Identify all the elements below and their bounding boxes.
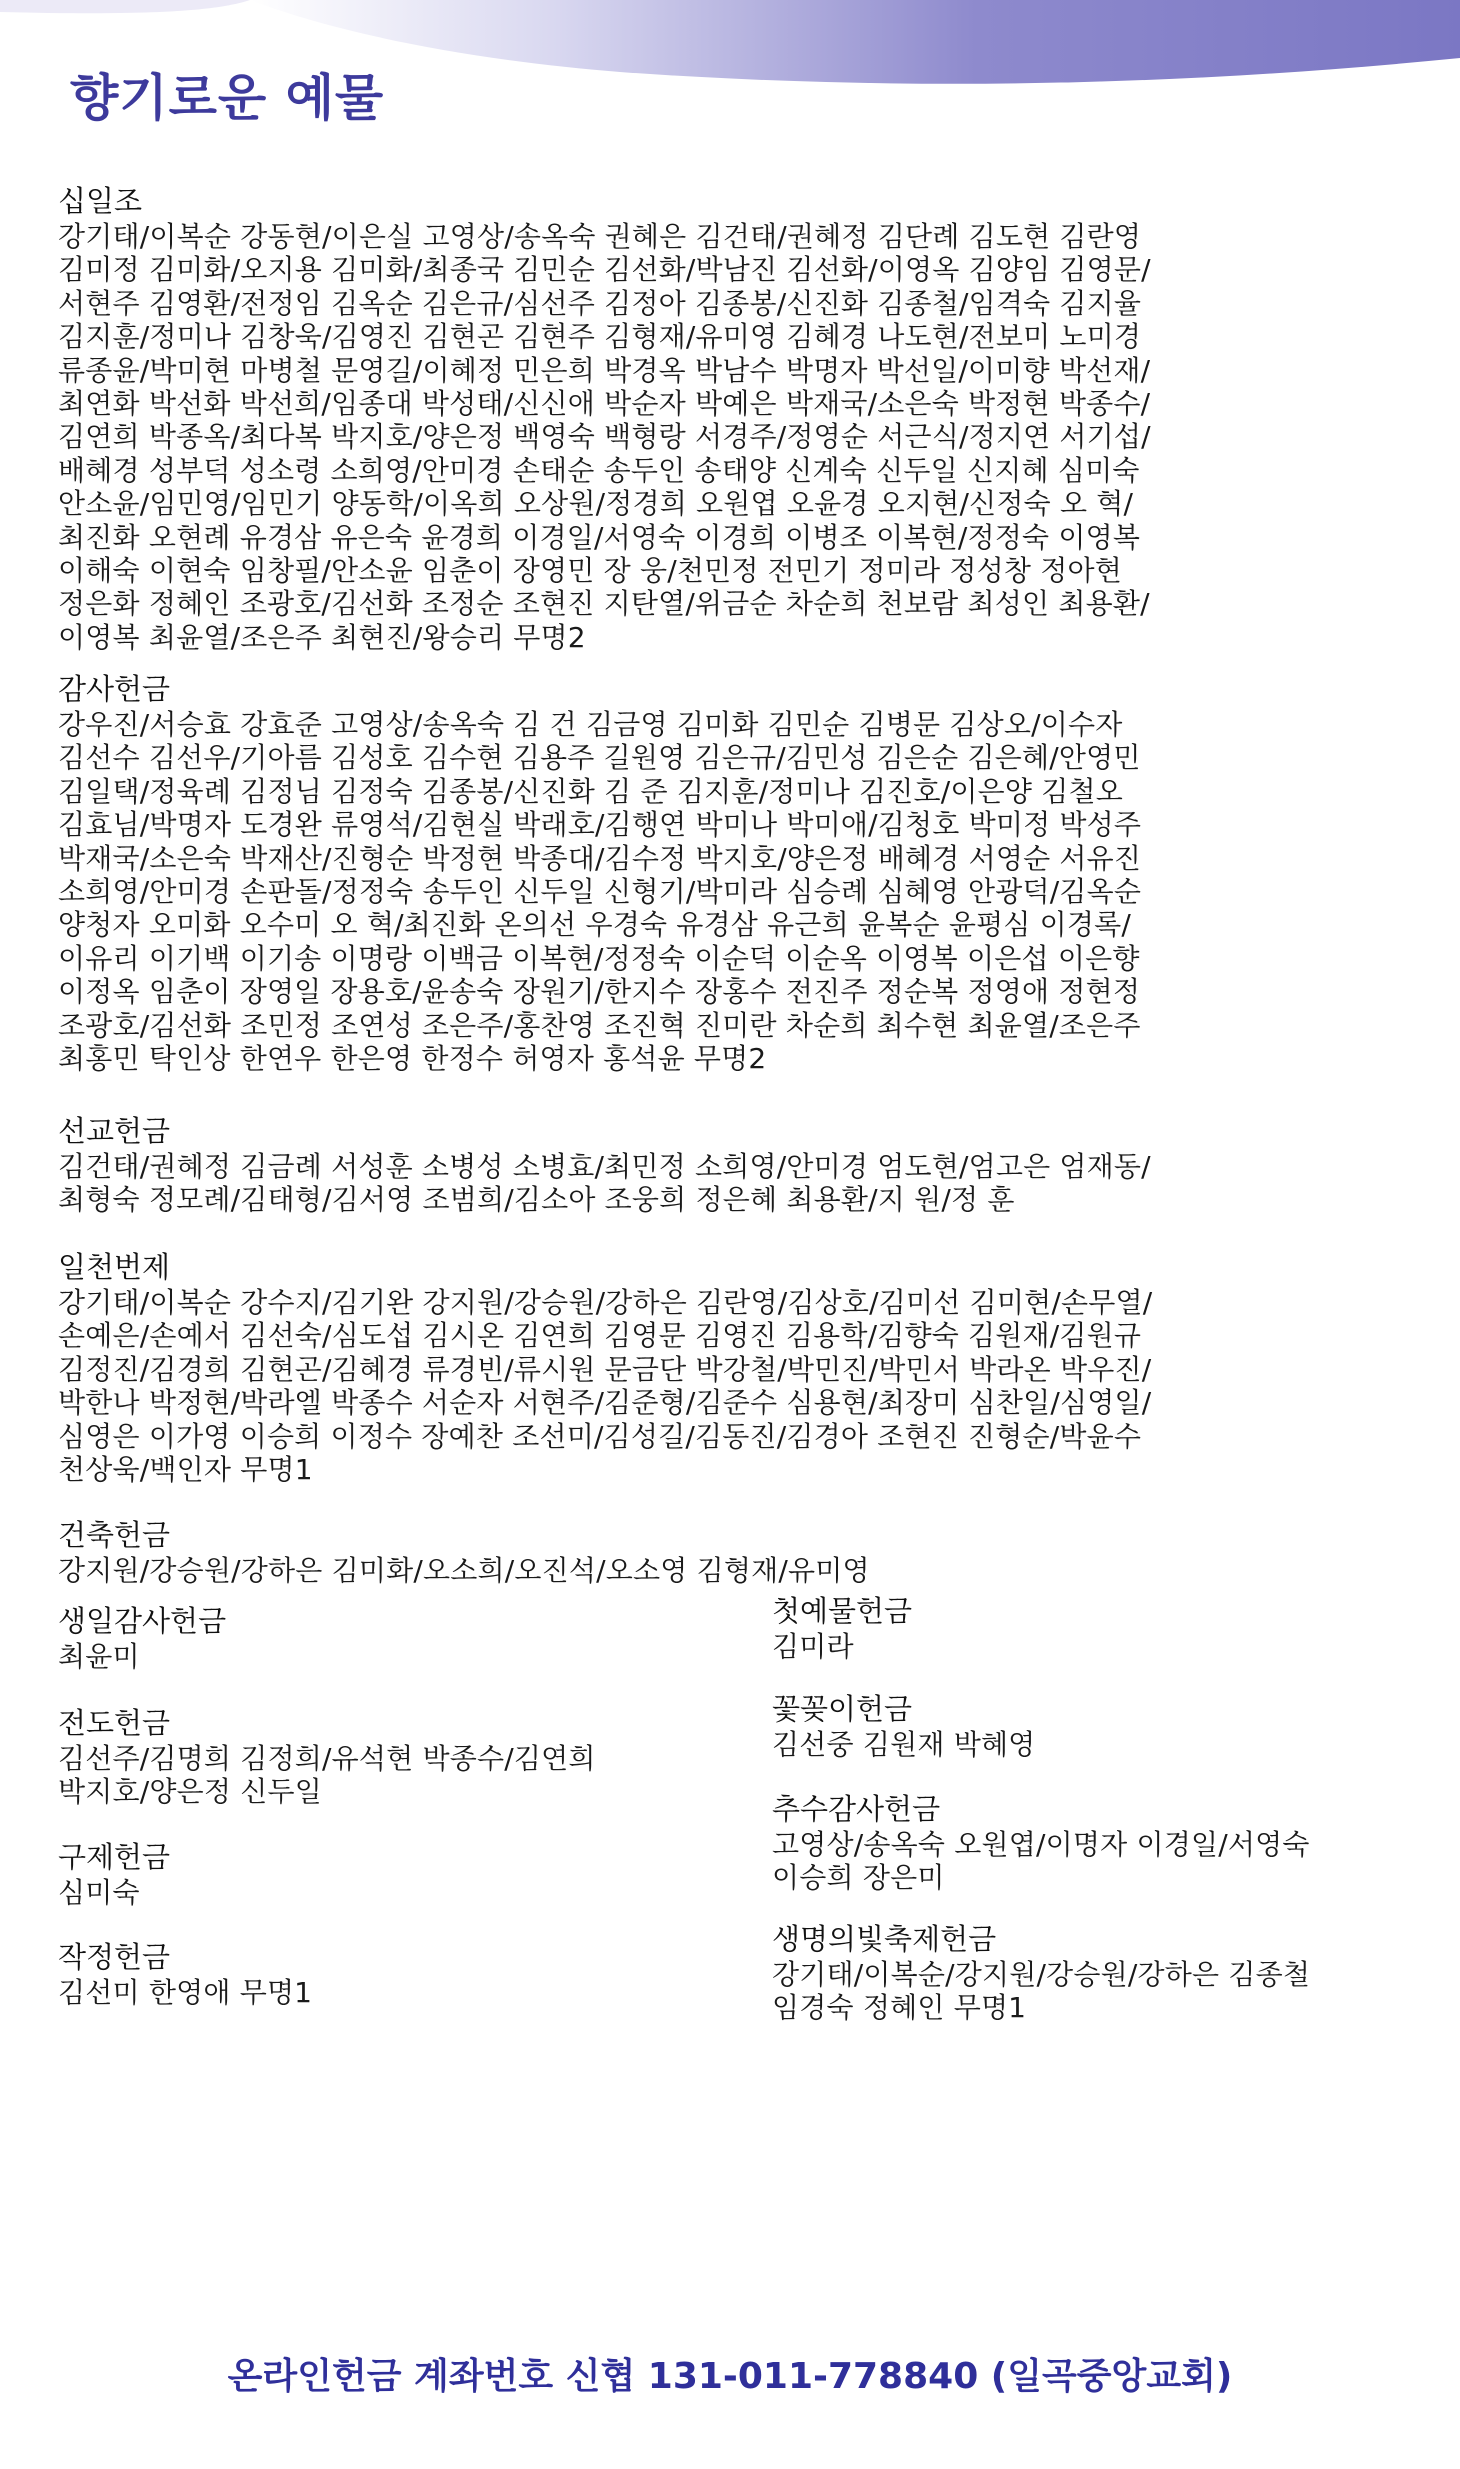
section-title: 작정헌금 <box>58 1940 171 1974</box>
name-line: 양청자 오미화 오수미 오 혁/최진화 온의선 우경숙 유경삼 유근희 윤복순 윤평심 이경록/ <box>58 908 1132 942</box>
section-tithe <box>58 184 1438 654</box>
section-title: 선교헌금 <box>58 1114 171 1148</box>
section-body <box>58 1554 1438 1587</box>
section-title: 십일조 <box>58 184 143 218</box>
section-title: 일천번제 <box>58 1250 171 1284</box>
name-line: 박지호/양은정 신두일 <box>58 1775 322 1809</box>
name-line: 강기태/이복순 강동현/이은실 고영상/송옥숙 권혜은 김건태/권혜정 김단례 김도현 김란영 <box>58 220 1142 253</box>
name-line: 김선수 김선우/기아름 김성호 김수현 김용주 길원영 김은규/김민성 김은순 김은혜/안영민 <box>58 741 1141 775</box>
name-line: 최연화 박선화 박선희/임종대 박성태/신신애 박순자 박예은 박재국/소은숙 박정현 박종수/ <box>58 387 1151 421</box>
name-line: 임경숙 정혜인 무명1 <box>772 1991 1027 2025</box>
section-body <box>58 708 1438 1075</box>
section-first-gift <box>772 1594 1452 1663</box>
name-line: 심영은 이가영 이승희 이정수 장예찬 조선미/김성길/김동진/김경아 조현진 진형순/박윤수 <box>58 1419 1142 1453</box>
name-line: 강기태/이복순 강수지/김기완 강지원/강승원/강하은 김란영/김상호/김미선 김미현/손무열/ <box>58 1286 1153 1319</box>
section-flower <box>772 1692 1452 1761</box>
section-thanks <box>58 672 1438 1075</box>
name-line: 김지훈/정미나 김창욱/김영진 김현곤 김현주 김형재/유미영 김혜경 나도현/전보미 노미경 <box>58 320 1142 354</box>
name-line: 이유리 이기백 이기송 이명랑 이백금 이복현/정정숙 이순덕 이순옥 이영복 이은섭 이은향 <box>58 941 1140 975</box>
section-harvest <box>772 1792 1452 1895</box>
name-line: 조광호/김선화 조민정 조연성 조은주/홍찬영 조진혁 진미란 차순희 최수현 최윤열/조은주 <box>58 1008 1141 1042</box>
section-title: 구제헌금 <box>58 1840 171 1874</box>
name-line: 김연희 박종옥/최다복 박지호/양은정 백영숙 백형랑 서경주/정영순 서근식/정지연 서기섭/ <box>58 420 1151 454</box>
section-title: 추수감사헌금 <box>772 1792 941 1826</box>
name-line: 서현주 김영환/전정임 김옥순 김은규/심선주 김정아 김종봉/신진화 김종철/임격숙 김지율 <box>58 286 1142 320</box>
section-title: 꽃꽂이헌금 <box>772 1692 913 1726</box>
section-title: 생일감사헌금 <box>58 1604 227 1638</box>
name-line: 김선미 한영애 무명1 <box>58 1976 313 2009</box>
section-title: 첫예물헌금 <box>772 1594 913 1628</box>
name-line: 최진화 오현례 유경삼 유은숙 윤경희 이경일/서영숙 이경희 이병조 이복현/정정숙 이영복 <box>58 520 1141 554</box>
section-body <box>772 1828 1452 1895</box>
section-resolution <box>58 1940 738 2009</box>
section-title: 건축헌금 <box>58 1518 171 1552</box>
section-body <box>58 1742 738 1809</box>
name-line: 손예은/손예서 김선숙/심도섭 김시온 김연희 김영문 김영진 김용학/김향숙 김원재/김원규 <box>58 1319 1142 1353</box>
section-body <box>772 1630 1452 1663</box>
section-evangelism <box>58 1706 738 1809</box>
name-line: 최홍민 탁인상 한연우 한은영 한정수 허영자 홍석윤 무명2 <box>58 1042 767 1076</box>
online-offering-account: 온라인헌금 계좌번호 신협 131-011-778840 (일곡중앙교회) <box>227 2356 1233 2397</box>
section-body <box>58 1150 1438 1217</box>
name-line: 이해숙 이현숙 임창필/안소윤 임춘이 장영민 장 웅/천민정 전민기 정미라 정성창 정아현 <box>58 554 1122 588</box>
name-line: 강기태/이복순/강지원/강승원/강하은 김종철 <box>772 1958 1311 1991</box>
name-line: 안소윤/임민영/임민기 양동학/이옥희 오상원/정경희 오원엽 오윤경 오지현/신정숙 오 혁/ <box>58 487 1134 521</box>
name-line: 이승희 장은미 <box>772 1861 945 1895</box>
name-line: 최윤미 <box>58 1640 140 1673</box>
name-line: 배혜경 성부덕 성소령 소희영/안미경 손태순 송두인 송태양 신계숙 신두일 신지혜 심미숙 <box>58 453 1140 487</box>
section-ilcheon <box>58 1250 1438 1486</box>
name-line: 김미라 <box>772 1630 854 1663</box>
name-line: 김미정 김미화/오지용 김미화/최종국 김민순 김선화/박남진 김선화/이영옥 김양임 김영문/ <box>58 253 1151 287</box>
name-line: 이정옥 임춘이 장영일 장용호/윤송숙 장원기/한지수 장홍수 전진주 정순복 정영애 정현정 <box>58 975 1141 1009</box>
name-line: 심미숙 <box>58 1876 140 1909</box>
section-birthday <box>58 1604 738 1673</box>
section-title: 생명의빛축제헌금 <box>772 1922 997 1956</box>
section-body <box>58 1976 738 2009</box>
name-line: 박한나 박정현/박라엘 박종수 서순자 서현주/김준형/김준수 심용현/최장미 심찬일/심영일/ <box>58 1386 1152 1420</box>
section-mission <box>58 1114 1438 1217</box>
name-line: 박재국/소은숙 박재산/진형순 박정현 박종대/김수정 박지호/양은정 배혜경 서영순 서유진 <box>58 841 1142 875</box>
section-body <box>58 1286 1438 1486</box>
name-line: 고영상/송옥숙 오원엽/이명자 이경일/서영숙 <box>772 1828 1310 1861</box>
name-line: 최형숙 정모례/김태형/김서영 조범희/김소아 조웅희 정은혜 최용환/지 원/정 훈 <box>58 1183 1015 1217</box>
name-line: 강지원/강승원/강하은 김미화/오소희/오진석/오소영 김형재/유미영 <box>58 1554 870 1587</box>
section-body <box>58 220 1438 654</box>
page-title: 향기로운 예물 <box>70 69 385 127</box>
section-relief <box>58 1840 738 1909</box>
name-line: 소희영/안미경 손판돌/정정숙 송두인 신두일 신형기/박미라 심승례 심혜영 안광덕/김옥순 <box>58 875 1142 909</box>
name-line: 류종윤/박미현 마병철 문영길/이혜정 민은희 박경옥 박남수 박명자 박선일/이미향 박선재/ <box>58 353 1151 387</box>
name-line: 김선주/김명희 김정희/유석현 박종수/김연희 <box>58 1742 596 1775</box>
name-line: 강우진/서승효 강효준 고영상/송옥숙 김 건 김금영 김미화 김민순 김병문 김상오/이수자 <box>58 708 1123 741</box>
section-body <box>772 1958 1452 2025</box>
section-body <box>772 1728 1452 1761</box>
name-line: 김정진/김경희 김현곤/김혜경 류경빈/류시원 문금단 박강철/박민진/박민서 박라온 박우진/ <box>58 1352 1152 1386</box>
name-line: 김건태/권혜정 김금례 서성훈 소병성 소병효/최민정 소희영/안미경 엄도현/엄고은 엄재동/ <box>58 1150 1151 1183</box>
name-line: 김선중 김원재 박혜영 <box>772 1728 1036 1761</box>
section-building <box>58 1518 1438 1587</box>
section-light-festival <box>772 1922 1452 2025</box>
name-line: 정은화 정혜인 조광호/김선화 조정순 조현진 지탄열/위금순 차순희 천보람 최성인 최용환/ <box>58 587 1150 621</box>
section-title: 전도헌금 <box>58 1706 171 1740</box>
name-line: 김일택/정육례 김정님 김정숙 김종봉/신진화 김 준 김지훈/정미나 김진호/이은양 김철오 <box>58 774 1124 808</box>
section-body <box>58 1876 738 1909</box>
name-line: 이영복 최윤열/조은주 최현진/왕승리 무명2 <box>58 620 586 654</box>
section-title: 감사헌금 <box>58 672 171 706</box>
section-body <box>58 1640 738 1673</box>
name-line: 천상욱/백인자 무명1 <box>58 1453 313 1487</box>
name-line: 김효님/박명자 도경완 류영석/김현실 박래호/김행연 박미나 박미애/김청호 박미정 박성주 <box>58 808 1142 842</box>
